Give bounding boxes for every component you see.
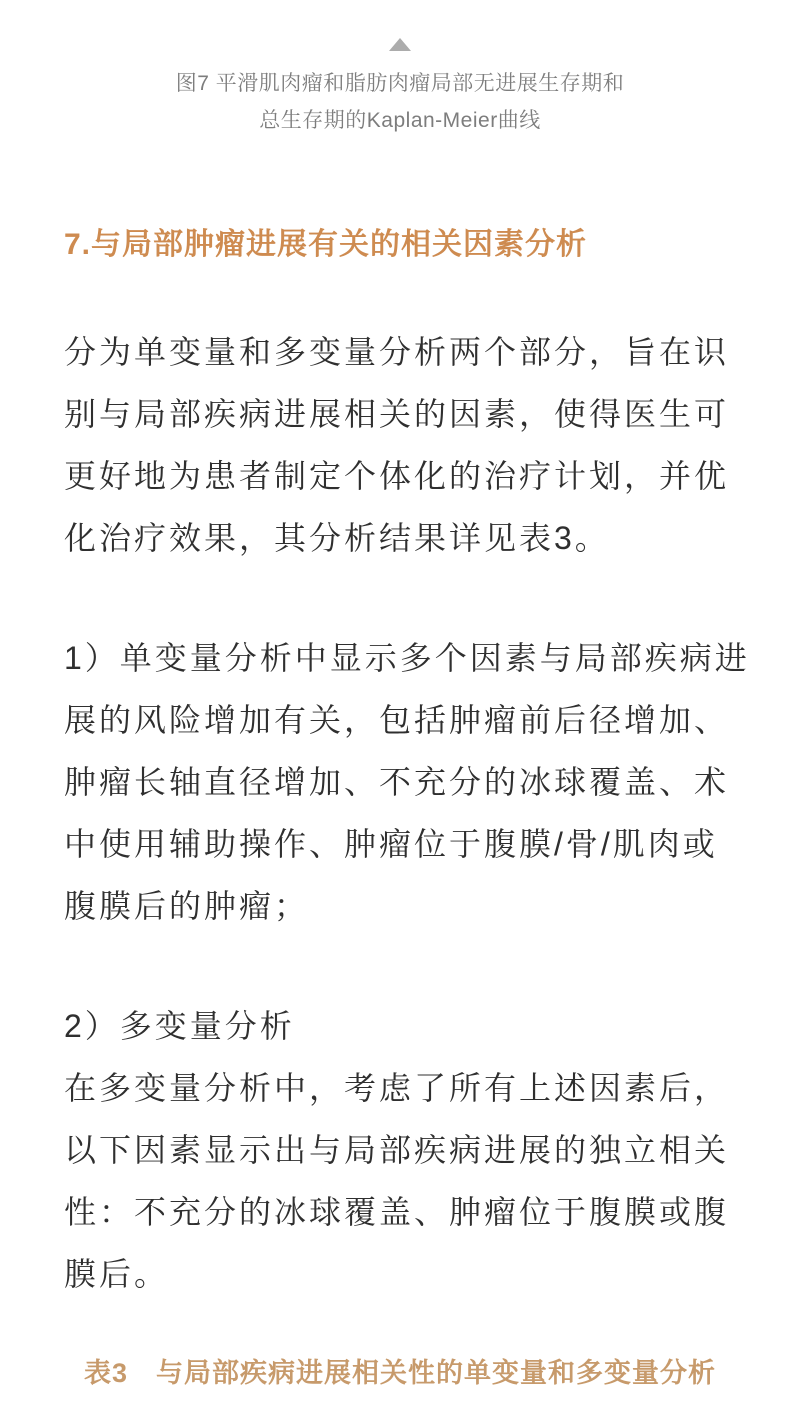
paragraph-intro-line: 更好地为患者制定个体化的治疗计划，并优 <box>64 458 730 494</box>
figure-caption-line-1: 图7 平滑肌肉瘤和脂肪肉瘤局部无进展生存期和 <box>175 72 625 95</box>
paragraph-univariate-line: 展的风险增加有关，包括肿瘤前后径增加、 <box>64 702 730 738</box>
paragraph-multivariate-line: 以下因素显示出与局部疾病进展的独立相关 <box>64 1132 730 1168</box>
paragraph-intro <box>64 321 760 569</box>
section-heading: 7.与局部肿瘤进展有关的相关因素分析 <box>64 228 588 261</box>
paragraph-univariate-line: 中使用辅助操作、肿瘤位于腹膜/骨/肌肉或 <box>64 826 718 862</box>
paragraph-intro-line: 分为单变量和多变量分析两个部分，旨在识 <box>64 334 730 370</box>
paragraph-univariate-line: 1）单变量分析中显示多个因素与局部疾病进 <box>64 640 750 676</box>
paragraph-univariate-line: 腹膜后的肿瘤； <box>64 888 310 924</box>
paragraph-multivariate-line: 膜后。 <box>64 1256 170 1292</box>
paragraph-univariate <box>64 627 760 937</box>
figure-caption <box>0 65 800 139</box>
up-triangle-icon[interactable] <box>389 38 411 51</box>
table3-title: 表3 与局部疾病进展相关性的单变量和多变量分析 <box>83 1358 716 1388</box>
figure-caption-line-2: 总生存期的Kaplan-Meier曲线 <box>259 109 541 132</box>
paragraph-multivariate-line: 在多变量分析中，考虑了所有上述因素后， <box>64 1070 730 1106</box>
paragraph-multivariate-line: 性：不充分的冰球覆盖、肿瘤位于腹膜或腹 <box>64 1194 730 1230</box>
paragraph-multivariate <box>64 995 760 1305</box>
paragraph-univariate-line: 肿瘤长轴直径增加、不充分的冰球覆盖、术 <box>64 764 730 800</box>
paragraph-intro-line: 别与局部疾病进展相关的因素，使得医生可 <box>64 396 730 432</box>
paragraph-intro-line: 化治疗效果，其分析结果详见表3。 <box>64 520 610 556</box>
paragraph-multivariate-line: 2）多变量分析 <box>64 1008 295 1044</box>
